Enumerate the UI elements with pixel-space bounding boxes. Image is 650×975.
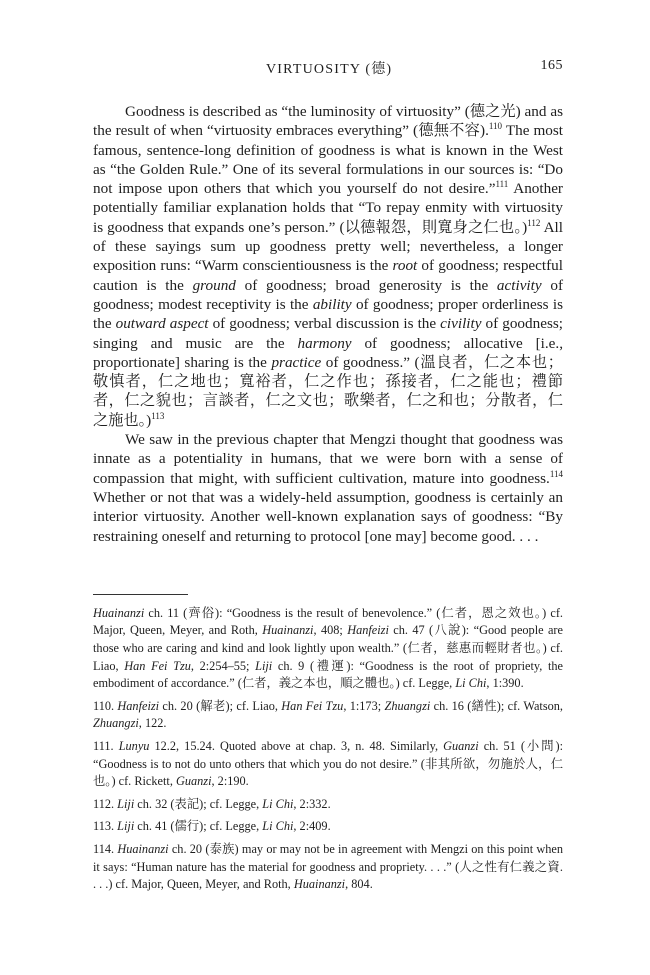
footnote-112: [93, 796, 563, 814]
footnote-ref-110[interactable]: 110: [488, 121, 503, 132]
footnote-ref-111[interactable]: 111: [495, 179, 509, 190]
text-run: Goodness is described as “the luminosity of virtuosity” (德之光) and as the result of when “virtuosity embraces everything” (德無不容).: [93, 103, 563, 140]
footnotes: [93, 605, 563, 894]
text-run: ch. 9 (禮運): “Goodness is the root of propriety, the embodiment of accordance.” (仁者，義之本也，順之體也。) cf. Legge,: [93, 658, 563, 691]
text-run: , 1:173;: [343, 698, 385, 713]
text-run: ch. 47 (八說): “Good people are those who are caring and kind and look lightly upon wealth.” (仁者，慈惠而輕財者也。) cf. Liao,: [93, 623, 563, 673]
footnote-divider: [93, 594, 188, 595]
title-italic: Han Fei Tzu: [281, 698, 344, 713]
text-run: ch. 20 (解老); cf. Liao,: [159, 698, 282, 713]
footnote-114: [93, 841, 563, 894]
title-italic: Li Chi: [262, 796, 294, 811]
text-run: Whether or not that was a widely-held assumption, goodness is certainly an interior virtuosity. Another well-known explanation says of goodness: “By restraining oneself and returning to protocol [one may] become good. . . .: [93, 488, 563, 545]
page-number: 165: [540, 58, 563, 73]
running-title: VIRTUOSITY (德): [266, 62, 393, 77]
title-italic: Liji: [117, 796, 135, 811]
footnote-continued: [93, 605, 563, 693]
emphasis: activity: [496, 276, 542, 294]
text-run: ch. 32 (表記); cf. Legge,: [134, 796, 263, 811]
footnote-ref-114[interactable]: 114: [549, 468, 563, 479]
text-run: , 2:332.: [293, 796, 331, 811]
text-run: of goodness; singing and music are the: [93, 315, 563, 352]
text-run: , 2:409.: [293, 819, 331, 834]
text-run: Another potentially familiar explanation holds that “To repay enmity with virtuosity is goodness that expands one’s person.” (以德報怨，則寬身之仁也。): [93, 180, 563, 236]
footnote-110: [93, 698, 563, 733]
text-run: ch. 20 (泰族) may or may not be in agreement with Mengzi on this point when it says: “Human nature has the material for goodness and propriety. . . .” (人之性有仁義之資. . . .) cf. Major, Queen, Meyer, and Roth,: [93, 841, 564, 892]
text-run: All of these sayings sum up goodness pretty well; nevertheless, a longer exposition runs: “Warm conscientiousness is the: [93, 218, 563, 275]
title-italic: Liji: [255, 658, 273, 673]
title-italic: Li Chi: [262, 819, 294, 834]
title-italic: Zhuangzi: [93, 716, 139, 731]
text-run: of goodness.” (溫良者，仁之本也；敬慎者，仁之地也；寬裕者，仁之作也；孫接者，仁之能也；禮節者，仁之貌也；言談者，仁之文也；歌樂者，仁之和也；分散者，仁之施也。): [93, 353, 563, 429]
emphasis: civility: [440, 315, 482, 333]
title-italic: Huainanzi: [293, 877, 346, 892]
text-run: of goodness; broad generosity is the: [235, 276, 497, 294]
title-italic: Hanfeizi: [347, 623, 389, 638]
title-italic: Huainanzi: [93, 605, 145, 620]
footnote-number: 111.: [93, 738, 119, 753]
emphasis: ground: [192, 276, 236, 294]
text-run: of goodness; allocative [i.e., proportionate] sharing is the: [93, 334, 563, 371]
emphasis: harmony: [297, 334, 352, 352]
text-run: of goodness; verbal discussion is the: [208, 315, 441, 333]
footnote-ref-112[interactable]: 112: [527, 217, 541, 228]
text-run: We saw in the previous chapter that Mengzi thought that goodness was innate as a potentiality in humans, that we were born with a sense of compassion that might, with sufficient cultivation, mature into goodness.: [93, 431, 563, 487]
text-run: of goodness; modest receptivity is the: [93, 276, 564, 313]
footnote-number: 110.: [93, 698, 118, 713]
title-italic: Huainanzi: [262, 623, 314, 638]
text-run: , 408;: [313, 623, 348, 638]
emphasis: outward aspect: [115, 315, 209, 333]
emphasis: root: [392, 257, 418, 275]
title-italic: Lunyu: [118, 738, 150, 753]
book-page: [93, 58, 563, 899]
text-run: , 122.: [138, 716, 167, 731]
running-header: [93, 58, 563, 82]
text-run: The most famous, sentence-long definition of goodness is what is known in the West as “the Golden Rule.” One of its several formulations in our sources is: “Do not impose upon others that which you yourself do not desire.”: [93, 122, 563, 198]
title-italic: Han Fei Tzu: [124, 658, 191, 673]
text-run: , 804.: [345, 877, 373, 892]
title-italic: Guanzi: [443, 738, 479, 753]
text-run: ch. 41 (儒行); cf. Legge,: [134, 819, 263, 834]
text-run: , 1:390.: [486, 676, 524, 691]
footnote-111: [93, 738, 563, 791]
footnote-number: 113.: [93, 819, 118, 834]
footnote-113: [93, 818, 563, 836]
text-run: of goodness; respectful caution is the: [93, 257, 563, 294]
paragraph-2: [93, 430, 563, 546]
text-run: , 2:254–55;: [190, 658, 256, 673]
title-italic: Huainanzi: [117, 841, 169, 856]
title-italic: Hanfeizi: [117, 698, 160, 713]
emphasis: practice: [271, 353, 322, 371]
title-italic: Li Chi: [455, 676, 487, 691]
paragraph-1: [93, 102, 563, 430]
title-italic: Guanzi: [175, 774, 212, 789]
text-run: ch. 16 (繕性); cf. Watson,: [430, 698, 563, 713]
emphasis: ability: [312, 295, 352, 313]
text-run: ch. 11 (齊俗): “Goodness is the result of benevolence.” (仁者，恩之效也。) cf. Major, Queen, Meyer, and Roth,: [93, 605, 563, 638]
footnote-number: 112.: [93, 796, 118, 811]
text-run: of goodness; proper orderliness is the: [93, 295, 563, 333]
title-italic: Liji: [117, 819, 135, 834]
main-text: [93, 102, 563, 546]
text-run: ch. 51 (小問): “Goodness is to not do unto others that which you do not desire.” (非其所欲，勿施於人，仁也。) cf. Rickett,: [93, 738, 563, 789]
text-run: 12.2, 15.24. Quoted above at chap. 3, n. 48. Similarly,: [149, 738, 444, 753]
text-run: , 2:190.: [211, 774, 249, 789]
title-italic: Zhuangzi: [384, 698, 431, 713]
footnote-ref-113[interactable]: 113: [151, 410, 165, 421]
footnote-number: 114.: [93, 841, 118, 856]
